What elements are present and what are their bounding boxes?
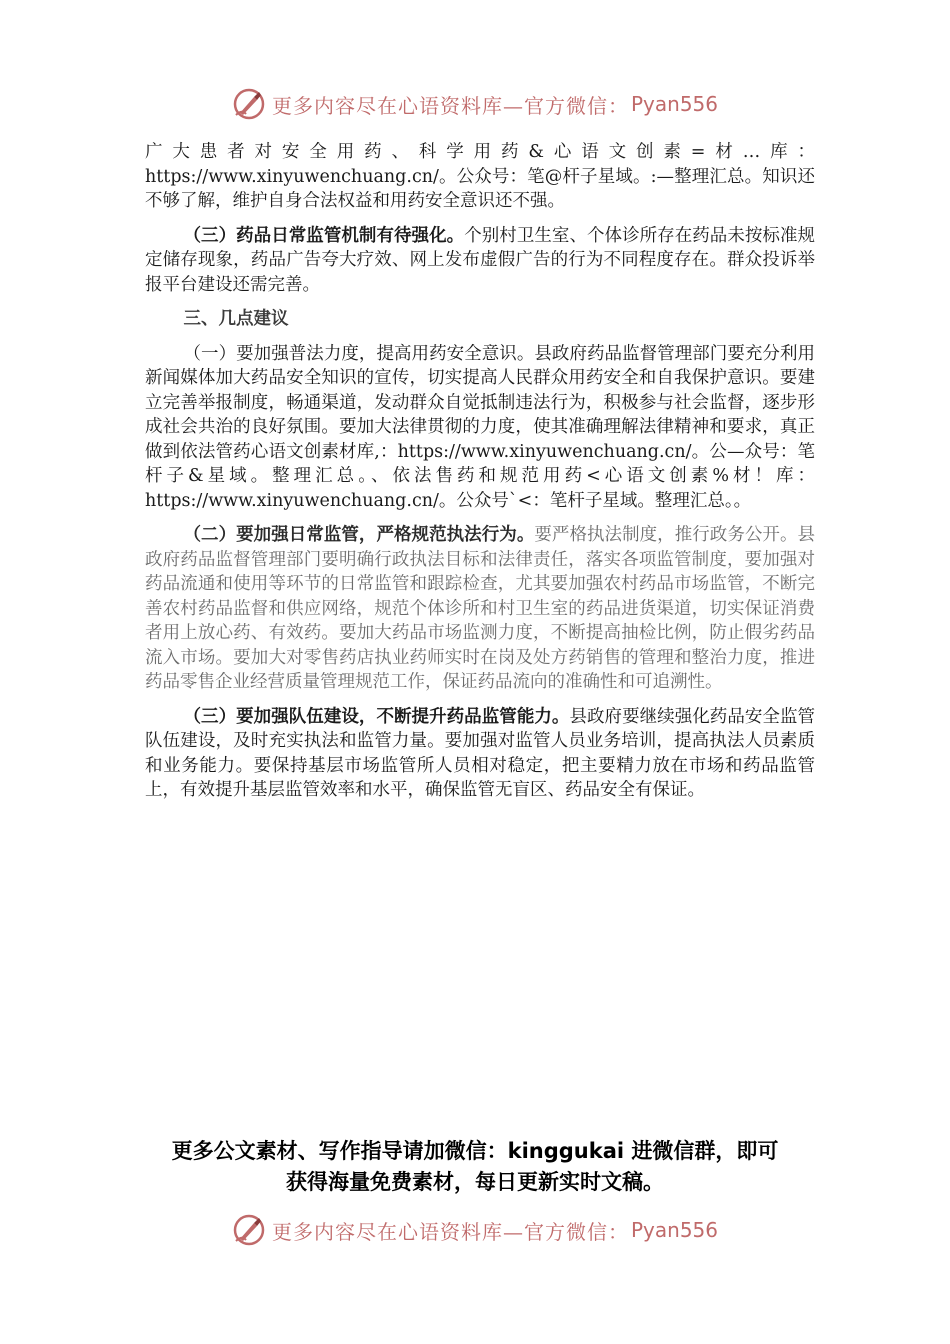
paragraph-supervision-mechanism-title: （三）药品日常监管机制有待强化。 xyxy=(183,225,465,246)
header-brand xyxy=(0,82,950,126)
paragraph-supervision-mechanism-text: 个别村卫生室、个体诊所存在药品未按标准规定储存现象，药品广告夸大疗效、网上发布虚假广告的行为不同程度存在。群众投诉举报平台建设还需完善。 xyxy=(145,225,816,295)
promo-notice xyxy=(0,1136,950,1198)
footer-brand-text: 更多内容尽在心语资料库—官方微信： xyxy=(271,1219,629,1244)
section-heading-suggestions: 三、几点建议 xyxy=(183,309,289,329)
promo-line-2: 获得海量免费素材，每日更新实时文稿。 xyxy=(286,1170,664,1194)
paragraph-suggestion-3-text: 县政府要继续强化药品安全监管队伍建设，及时充实执法和监管力量。要加强对监管人员业务培训，提高执法人员素质和业务能力。要保持基层市场监管所人员相对稳定，把主要精力放在市场和药品监管上，有效提升基层监管效率和水平，确保监管无盲区、药品安全有保证。 xyxy=(145,706,816,800)
paragraph-suggestion-1: （一）要加强普法力度，提高用药安全意识。县政府药品监督管理部门要充分利用新闻媒体加大药品安全知识的宣传，切实提高人民群众用药安全和自我保护意识。要建立完善举报制度，畅通渠道，发动群众自觉抵制违法行为，积极参与社会监督，逐步形成社会共治的良好氛围。要加大法律贯彻的力度，使其准确理解法律精神和要求，真正做到依法管药心语文创素材库,：https://www.xinyuwenchuang.cn/。公—众号：笔杆子&星域。整理汇总。、依法售药和规范用药<心语文创素%材！库：https://www.xinyuwenchuang.cn/。公众号`<：笔杆子星域。整理汇总。。 xyxy=(145,343,815,511)
footer-brand xyxy=(0,1208,950,1252)
footer-wechat-id: Pyan556 xyxy=(630,1218,718,1242)
header-brand-text: 更多内容尽在心语资料库—官方微信： xyxy=(271,93,629,118)
paragraph-supervision-mechanism xyxy=(145,224,815,298)
pen-logo-icon xyxy=(232,1213,266,1247)
paragraph-suggestion-2-title: （二）要加强日常监管，严格规范执法行为。 xyxy=(183,525,535,545)
document-body xyxy=(145,140,815,813)
paragraph-suggestion-3 xyxy=(145,705,815,803)
pen-logo-icon xyxy=(232,87,266,121)
paragraph-intro-continuation: 广大患者对安全用药、科学用药&心语文创素=材…库：https://www.xinyuwenchuang.cn/。公众号：笔@杆子星域。:—整理汇总。知识还不够了解，维护自身合法权益和用药安全意识还不强。 xyxy=(145,142,815,211)
paragraph-suggestion-2-text: 要严格执法制度，推行政务公开。县政府药品监督管理部门要明确行政执法目标和法律责任，落实各项监管制度，要加强对药品流通和使用等环节的日常监管和跟踪检查，尤其要加强农村药品市场监管，不断完善农村药品监督和供应网络，规范个体诊所和村卫生室的药品进货渠道，切实保证消费者用上放心药、有效药。要加大药品市场监测力度，不断提高抽检比例，防止假劣药品流入市场。要加大对零售药店执业药师实时在岗及处方药销售的管理和整治力度，推进药品零售企业经营质量管理规范工作，保证药品流向的准确性和可追溯性。 xyxy=(145,525,816,692)
promo-line-1: 更多公文素材、写作指导请加微信：kinggukai 进微信群，即可 xyxy=(171,1139,779,1163)
header-wechat-id: Pyan556 xyxy=(630,92,718,116)
paragraph-suggestion-3-title: （三）要加强队伍建设，不断提升药品监管能力。 xyxy=(183,706,570,727)
paragraph-suggestion-2 xyxy=(145,523,815,695)
